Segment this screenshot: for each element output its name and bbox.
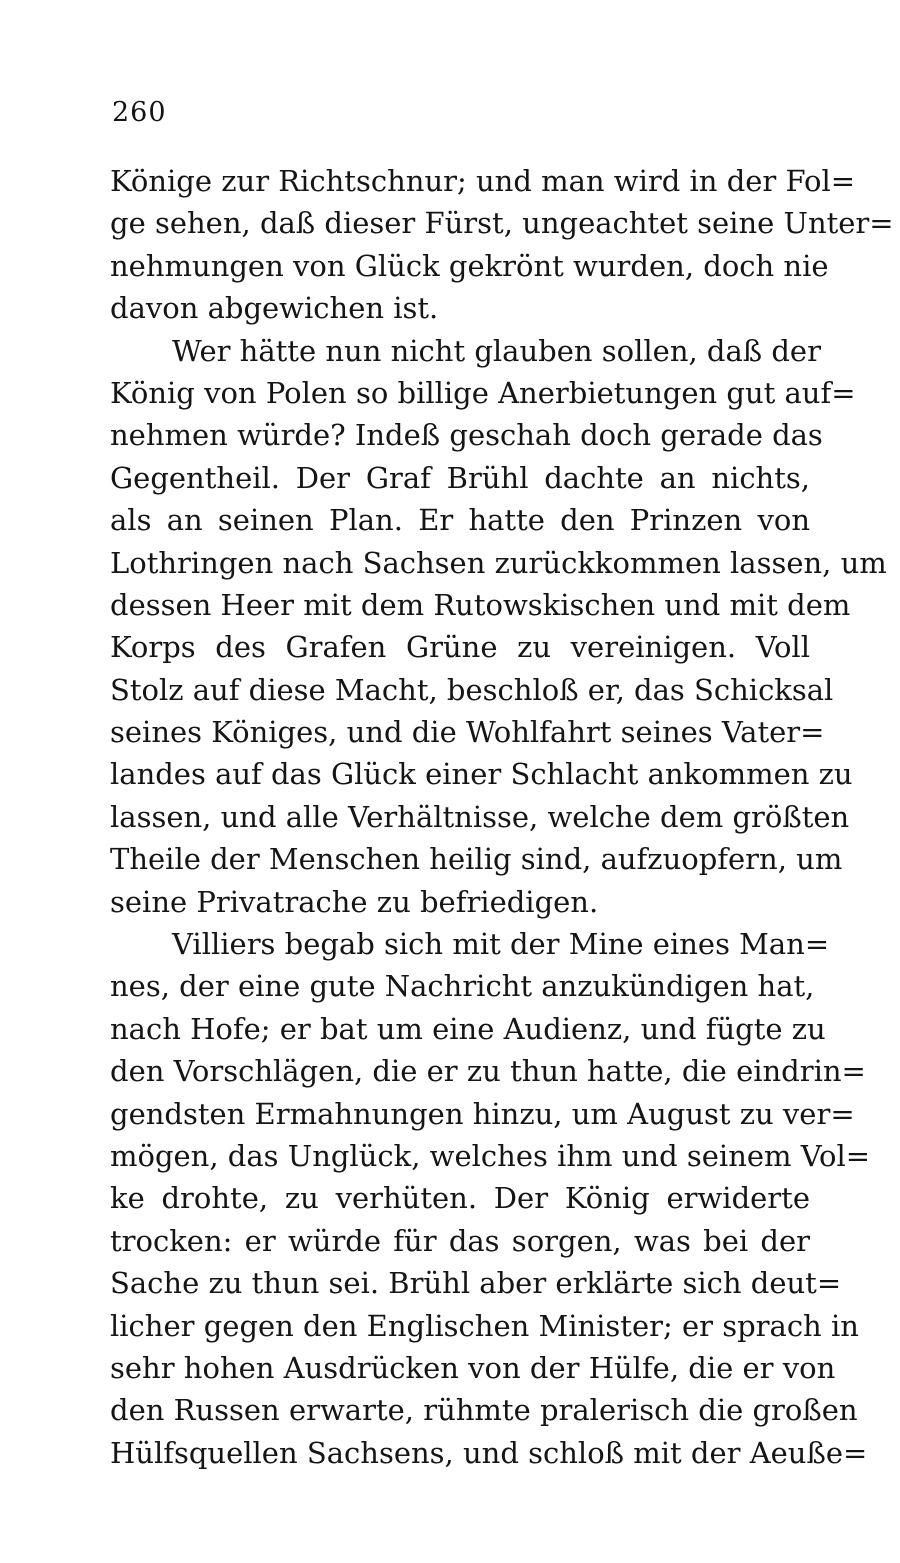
text-line: als an seinen Plan. Er hatte den Prinzen von [110, 503, 810, 538]
paragraph-1 [110, 160, 894, 330]
text-line: König von Polen so billige Anerbietungen gut auf= [110, 375, 856, 410]
text-line: Villiers begab sich mit der Mine eines Man= [172, 927, 830, 962]
text-line: Korps des Grafen Grüne zu vereinigen. Voll [110, 630, 810, 665]
text-line: landes auf das Glück einer Schlacht ankommen zu [110, 757, 853, 792]
page-number: 260 [112, 97, 167, 128]
text-line: sehr hohen Ausdrücken von der Hülfe, die er von [110, 1350, 836, 1385]
text-line: nehmungen von Glück gekrönt wurden, doch nie [110, 248, 829, 283]
text-line: mögen, das Unglück, welches ihm und seinem Vol= [110, 1138, 871, 1173]
text-line: Hülfsquellen Sachsens, und schloß mit der Aeuße= [110, 1435, 868, 1470]
text-line: dessen Heer mit dem Rutowskischen und mit dem [110, 587, 851, 622]
body-text [110, 160, 894, 1474]
text-line: den Russen erwarte, rühmte pralerisch die großen [110, 1393, 858, 1428]
text-line: Stolz auf diese Macht, beschloß er, das Schicksal [110, 672, 834, 707]
text-line: ge sehen, daß dieser Fürst, ungeachtet seine Unter= [110, 206, 894, 241]
text-line: trocken: er würde für das sorgen, was bei der [110, 1223, 810, 1258]
text-line: den Vorschlägen, die er zu thun hatte, die eindrin= [110, 1054, 866, 1089]
text-line: Lothringen nach Sachsen zurückkommen lassen, um [110, 545, 887, 580]
paragraph-3 [110, 923, 871, 1474]
text-line: nach Hofe; er bat um eine Audienz, und fügte zu [110, 1011, 826, 1046]
text-line: seines Königes, und die Wohlfahrt seines Vater= [110, 715, 825, 750]
text-line: Theile der Menschen heilig sind, aufzuopfern, um [110, 842, 843, 877]
text-line: ke drohte, zu verhüten. Der König erwiderte [110, 1181, 810, 1216]
text-line: gendsten Ermahnungen hinzu, um August zu ver= [110, 1096, 855, 1131]
paragraph-2 [110, 330, 887, 923]
text-line: seine Privatrache zu befriedigen. [110, 884, 599, 919]
text-line: Gegentheil. Der Graf Brühl dachte an nichts, [110, 460, 810, 495]
text-line: nes, der eine gute Nachricht anzukündigen hat, [110, 969, 815, 1004]
text-line: licher gegen den Englischen Minister; er sprach in [110, 1308, 859, 1343]
text-line: Könige zur Richtschnur; und man wird in der Fol= [110, 164, 856, 198]
text-line: lassen, und alle Verhältnisse, welche dem größten [110, 799, 850, 834]
text-line: Sache zu thun sei. Brühl aber erklärte sich deut= [110, 1266, 842, 1301]
text-line: davon abgewichen ist. [110, 291, 439, 326]
text-line: Wer hätte nun nicht glauben sollen, daß der [172, 333, 821, 368]
text-line: nehmen würde? Indeß geschah doch gerade das [110, 418, 823, 453]
